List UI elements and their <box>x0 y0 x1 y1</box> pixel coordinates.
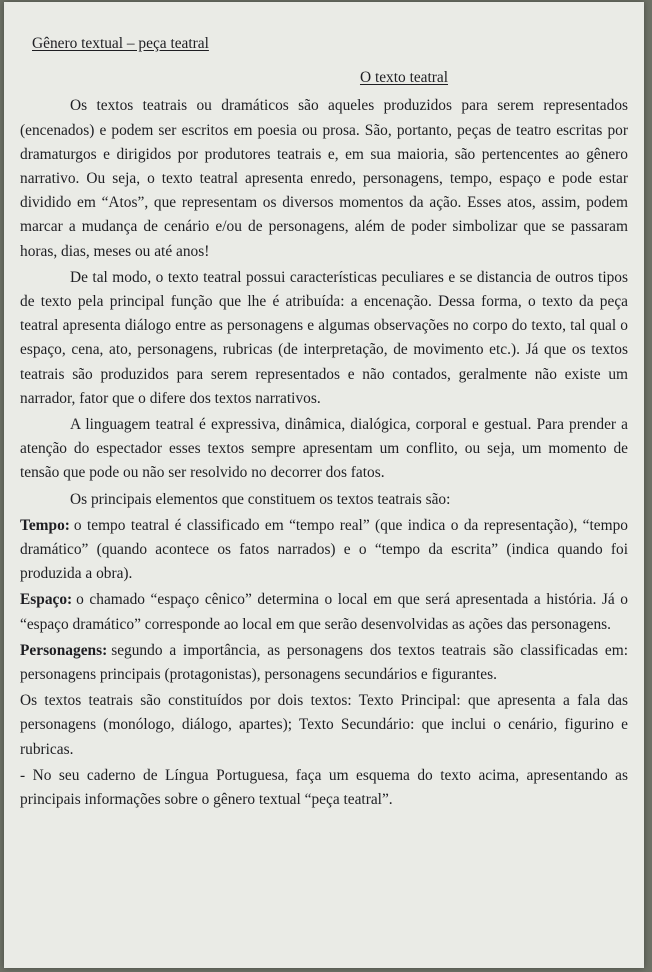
document-body <box>20 32 628 814</box>
task-instruction: - No seu caderno de Língua Portuguesa, faça um esquema do texto acima, apresentando as principais informações sobre o gênero textual “peça teatral”. <box>20 766 628 809</box>
genre-heading: Gênero textual – peça teatral <box>32 35 209 52</box>
paragraph-elements-intro: Os principais elementos que constituem os textos teatrais são: <box>70 490 451 508</box>
paragraph-two-texts: Os textos teatrais são constituídos por dois textos: Texto Principal: que apresenta a fala das personagens (monólogo, diálogo, apartes); Texto Secundário: que inclui o cenário, figurino e rubricas. <box>20 692 628 758</box>
element-term: Personagens: <box>20 641 108 659</box>
element-term: Espaço: <box>20 591 73 609</box>
page-title: O texto teatral <box>359 69 449 87</box>
element-tempo <box>20 514 628 587</box>
element-description: o chamado “espaço cênico” determina o local em que será apresentada a história. Já o “espaço dramático” corresponde ao local em que serão desenvolvidas as ações das personagens. <box>20 591 628 633</box>
paragraph-characteristics: De tal modo, o texto teatral possui características peculiares e se distancia de outros tipos de texto pela principal função que lhe é atribuída: a encenação. Dessa forma, o texto da peça teatral apresenta diálogo entre as personagens e algumas observações no corpo do texto, tal qual o espaço, cena, ato, personagens, rubricas (de interpretação, de movimento etc.). Já que os textos teatrais são produzidos para serem representados e não contados, geralmente não existe um narrador, fator que o difere dos textos narrativos. <box>20 268 628 407</box>
element-espaco <box>20 588 628 636</box>
document-page <box>4 2 644 968</box>
paragraph-intro: Os textos teatrais ou dramáticos são aqueles produzidos para serem representados (encenados) e podem ser escritos em poesia ou prosa. São, portanto, peças de teatro escritas por dramaturgos e dirigidos por produtores teatrais e, em sua maioria, são pertencentes ao gênero narrativo. Ou seja, o texto teatral apresenta enredo, personagens, tempo, espaço e pode estar dividido em “Atos”, que representam os diversos momentos da ação. Esses atos, assim, podem marcar a mudança de cenário e/ou de personagens, além de poder simbolizar que se passaram horas, dias, meses ou até anos! <box>20 97 628 260</box>
element-description: o tempo teatral é classificado em “tempo real” (que indica o da representação), “tempo dramático” (quando acontece os fatos narrados) e o “tempo da escrita” (indica quando foi produzida a obra). <box>20 516 628 583</box>
element-personagens <box>20 639 628 687</box>
element-description: segundo a importância, as personagens dos textos teatrais são classificadas em: personagens principais (protagonistas), personagens secundários e figurantes. <box>20 641 628 684</box>
paragraph-language: A linguagem teatral é expressiva, dinâmica, dialógica, corporal e gestual. Para prender a atenção do espectador esses textos sempre apresentam um conflito, ou seja, um momento de tensão que pode ou não ser resolvido no decorrer dos fatos. <box>20 416 628 482</box>
element-term: Tempo: <box>20 516 70 534</box>
